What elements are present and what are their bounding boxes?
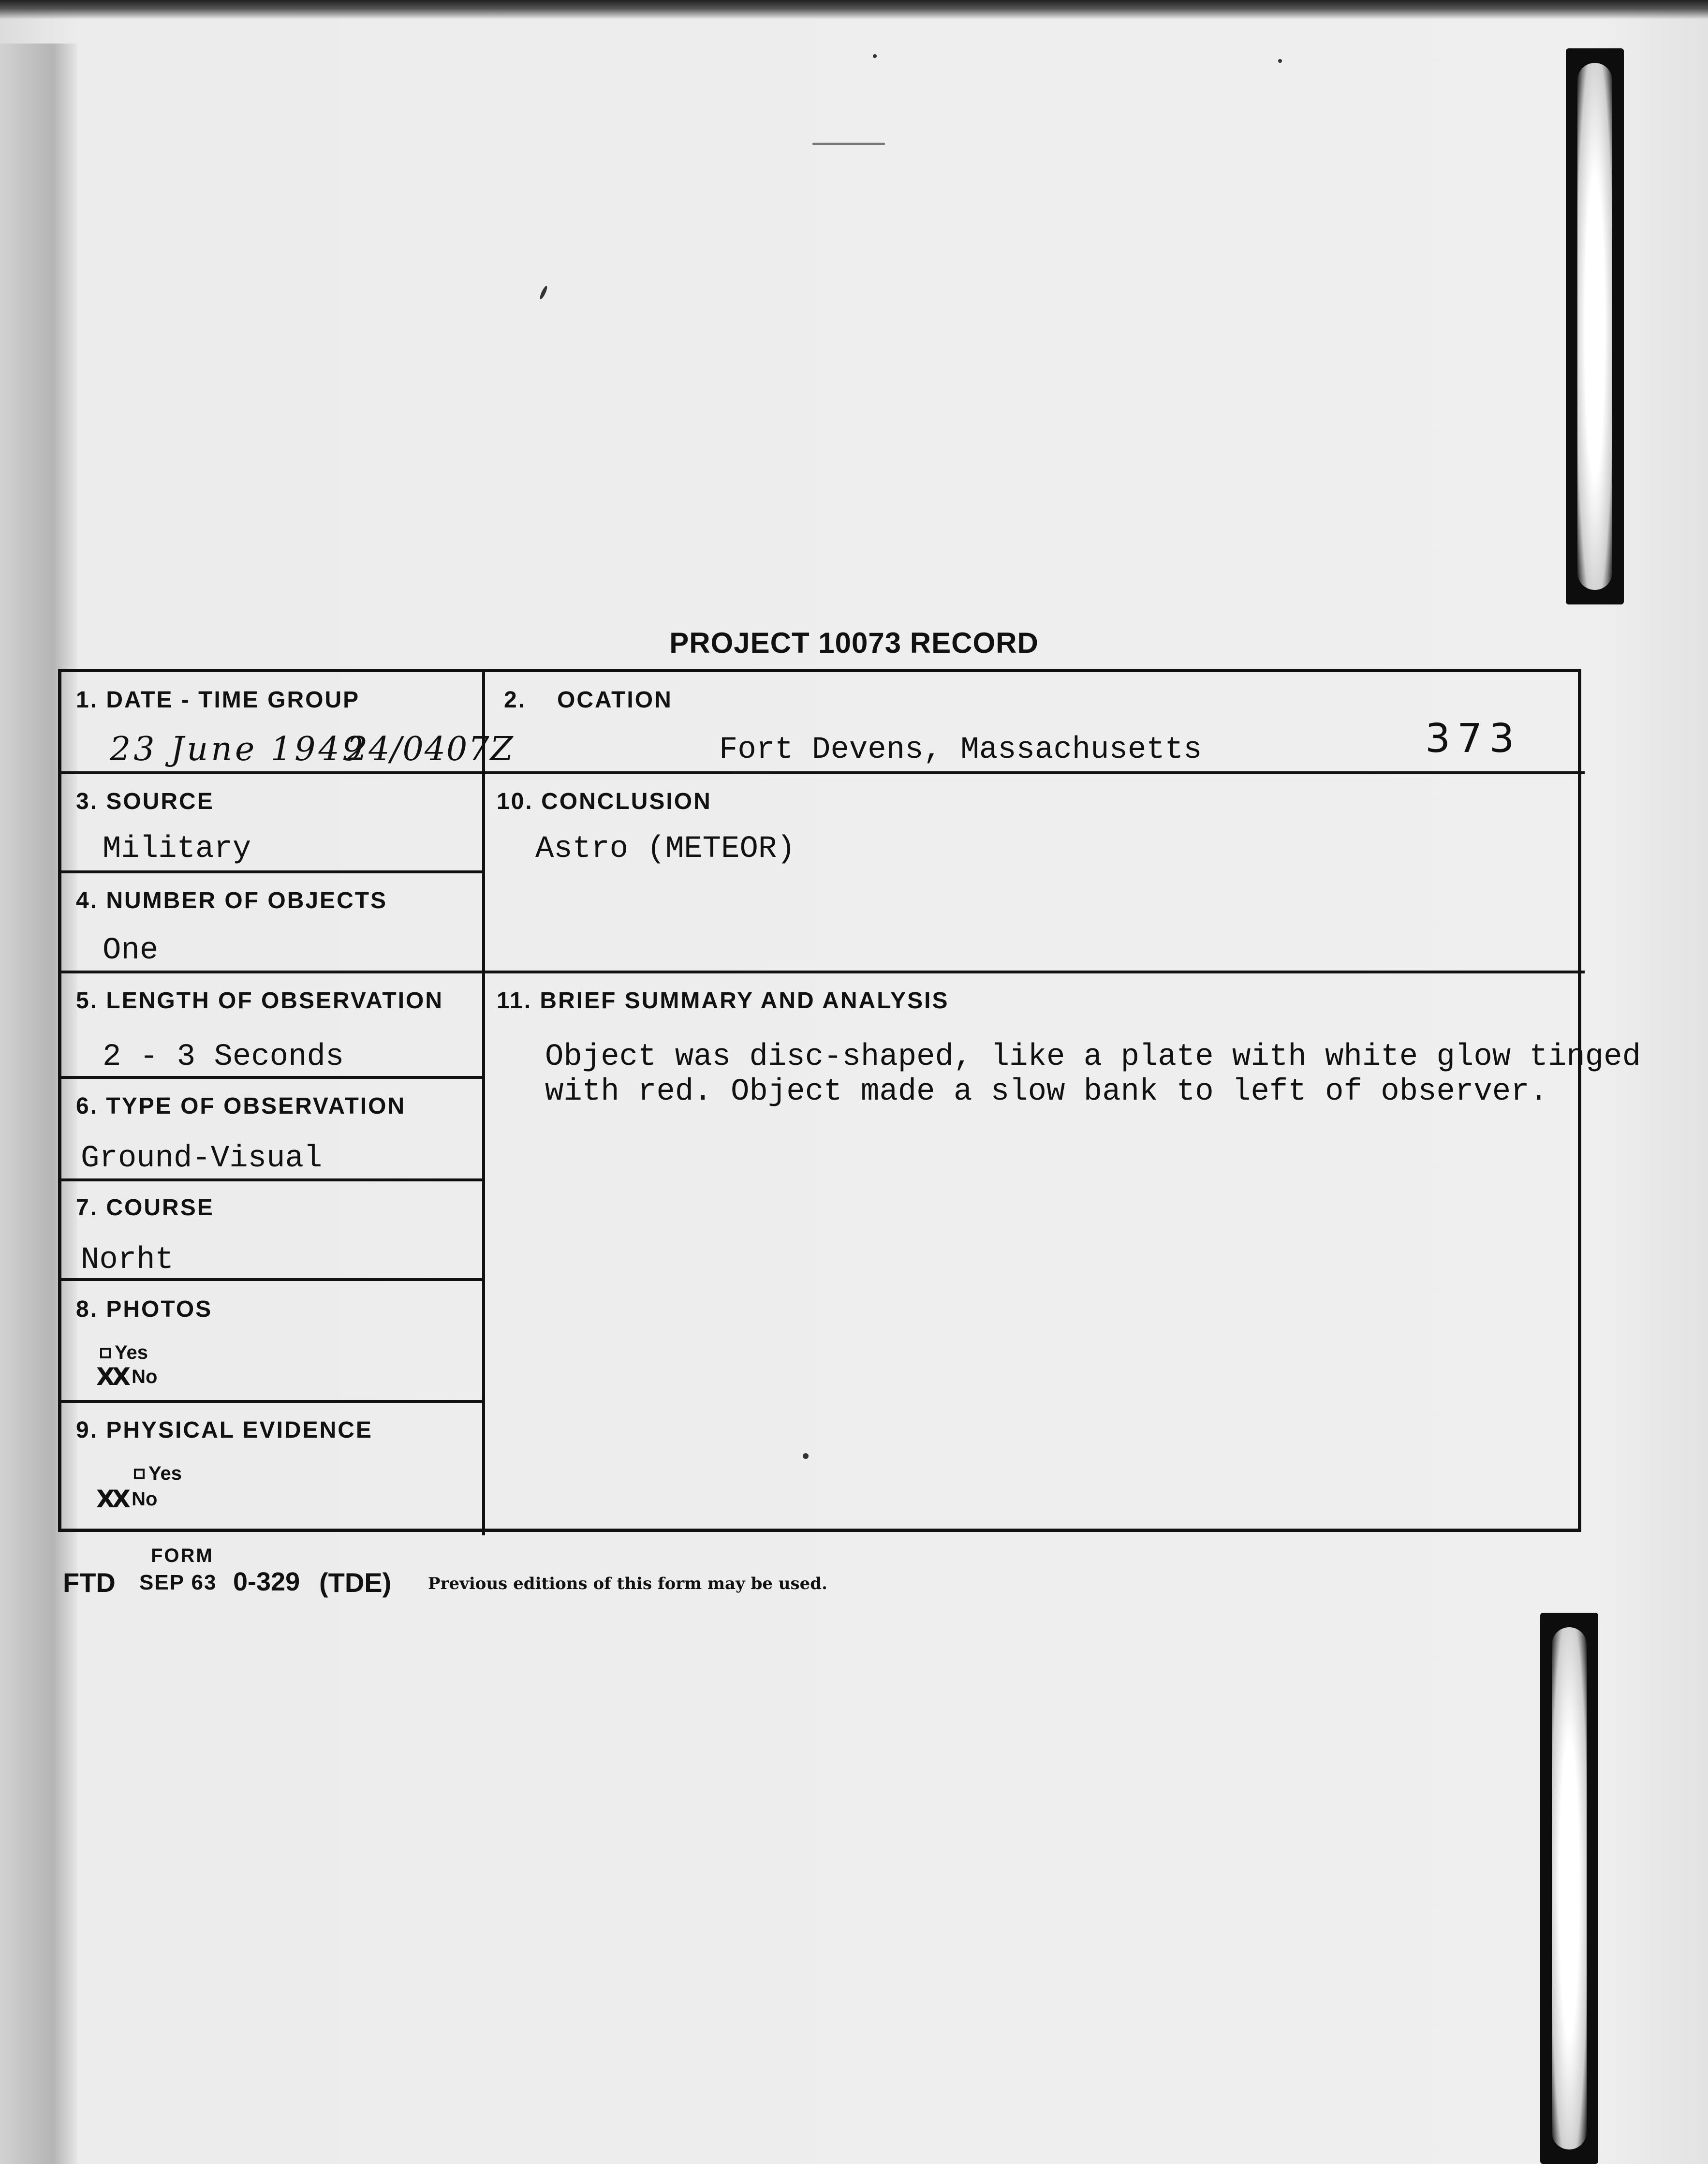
course-label: 7. COURSE [76,1195,214,1221]
row-divider [61,1400,482,1403]
physical-evidence-yes-label: Yes [148,1463,182,1484]
footer-ftd: FTD [63,1567,116,1598]
row-divider [482,771,1585,774]
physical-evidence-yes-checkbox[interactable] [134,1469,145,1479]
photos-yes-label: Yes [115,1342,148,1363]
course-value: Norht [81,1243,174,1278]
row-divider [61,1076,482,1079]
summary-line-2: with red. Object made a slow bank to left of observer. [545,1075,1548,1109]
footer-form-date: SEP 63 [139,1571,217,1594]
type-of-observation-label: 6. TYPE OF OBSERVATION [76,1093,406,1119]
source-value: Military [103,832,251,867]
conclusion-label: 10. CONCLUSION [497,789,712,814]
scan-mark [539,285,548,300]
physical-evidence-yes-option[interactable] [134,1463,182,1485]
footer-note: Previous editions of this form may be used. [428,1574,827,1593]
location-value: Fort Devens, Massachusetts [719,733,1202,767]
date-time-group-label: 1. DATE - TIME GROUP [76,687,360,713]
row-divider [61,870,482,873]
type-of-observation-value: Ground-Visual [81,1141,323,1176]
physical-evidence-no-option[interactable] [96,1487,157,1511]
photos-no-label: No [132,1366,158,1387]
length-of-observation-value: 2 - 3 Seconds [103,1040,344,1075]
row-divider [61,971,482,973]
row-divider [61,1278,482,1281]
scan-speck [1278,59,1282,63]
number-of-objects-value: One [103,933,159,968]
date-value: 23 June 1949 [110,730,366,768]
column-divider [482,672,485,1535]
photos-label: 8. PHOTOS [76,1296,213,1322]
source-label: 3. SOURCE [76,789,214,814]
scan-top-edge [0,0,1708,19]
handwritten-case-number: 373 [1425,716,1521,762]
row-divider [482,971,1585,973]
scan-line [812,143,885,145]
photos-yes-option[interactable] [100,1342,148,1364]
scan-speck [873,54,877,58]
film-margin-bar-bottom [1540,1613,1598,2164]
summary-label: 11. BRIEF SUMMARY AND ANALYSIS [497,988,949,1014]
record-form [58,669,1641,1532]
film-margin-bar-top [1566,48,1624,604]
photos-no-option[interactable] [96,1365,157,1389]
physical-evidence-no-checkbox-checked[interactable]: XX [96,1485,128,1513]
footer-form-number: 0-329 [233,1567,300,1596]
location-label: OCATION [557,687,673,713]
photos-yes-checkbox[interactable] [100,1348,111,1358]
row-divider [61,771,482,774]
summary-line-1: Object was disc-shaped, like a plate with white glow tinged [545,1040,1641,1075]
physical-evidence-label: 9. PHYSICAL EVIDENCE [76,1417,373,1443]
footer-form-word: FORM [151,1545,214,1566]
footer-office: (TDE) [319,1567,392,1598]
conclusion-value: Astro (METEOR) [535,832,795,867]
physical-evidence-no-label: No [132,1488,158,1510]
number-of-objects-label: 4. NUMBER OF OBJECTS [76,888,388,913]
photos-no-checkbox-checked[interactable]: XX [96,1363,128,1391]
record-title: PROJECT 10073 RECORD [669,627,1039,659]
row-divider [61,1178,482,1181]
time-value: 24/0407Z [347,730,514,768]
length-of-observation-label: 5. LENGTH OF OBSERVATION [76,988,444,1014]
location-number: 2. [504,687,527,713]
